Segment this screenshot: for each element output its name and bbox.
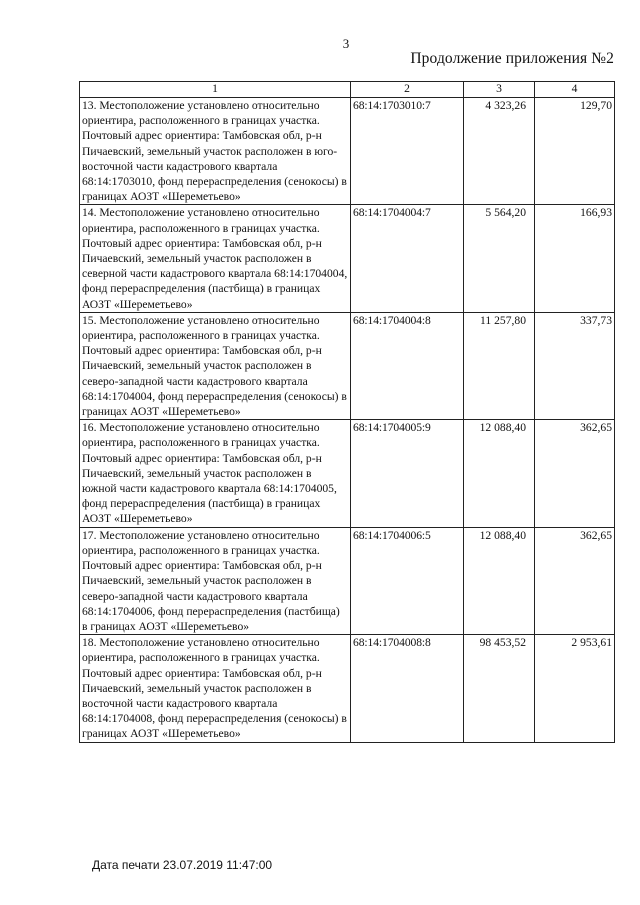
- column-header-2: 2: [351, 82, 464, 98]
- table-header-row: [80, 82, 615, 98]
- parcel-description: 14. Местоположение установлено относительно ориентира, расположенного в границах участка. Почтовый адрес ориентира: Тамбовская обл, р-н Пичаевский, земельный участок расположен в северной части кадастрового квартала 68:14:1704004, фонд перераспределения (пастбища) в границах АОЗТ «Шереметьево»: [80, 205, 351, 312]
- parcel-area: 5 564,20: [464, 205, 535, 312]
- page-number: 3: [342, 36, 350, 51]
- parcel-area: 98 453,52: [464, 635, 535, 742]
- parcel-value: 129,70: [535, 98, 615, 205]
- cadastral-number: 68:14:1704004:7: [351, 205, 464, 312]
- parcel-value: 362,65: [535, 527, 615, 634]
- parcel-area: 4 323,26: [464, 98, 535, 205]
- parcel-value: 337,73: [535, 312, 615, 419]
- table-row: [80, 205, 615, 312]
- parcel-description: 18. Местоположение установлено относительно ориентира, расположенного в границах участка. Почтовый адрес ориентира: Тамбовская обл, р-н Пичаевский, земельный участок расположен в восточной части кадастрового квартала 68:14:1704008, фонд перераспределения (сенокосы) в границах АОЗТ «Шереметьево»: [80, 635, 351, 742]
- cadastral-number: 68:14:1704005:9: [351, 420, 464, 527]
- land-parcels-table: [79, 81, 615, 743]
- parcel-description: 16. Местоположение установлено относительно ориентира, расположенного в границах участка. Почтовый адрес ориентира: Тамбовская обл, р-н Пичаевский, земельный участок расположен в южной части кадастрового квартала 68:14:1704005, фонд перераспределения (пастбища) в границах АОЗТ «Шереметьево»: [80, 420, 351, 527]
- appendix-title: Продолжение приложения №2: [410, 50, 614, 67]
- cadastral-number: 68:14:1704006:5: [351, 527, 464, 634]
- table-row: [80, 312, 615, 419]
- column-header-3: 3: [464, 82, 535, 98]
- parcel-value: 166,93: [535, 205, 615, 312]
- parcel-description: 13. Местоположение установлено относительно ориентира, расположенного в границах участка. Почтовый адрес ориентира: Тамбовская обл, р-н Пичаевский, земельный участок расположен в юго-восточной части кадастрового квартала 68:14:1703010, фонд перераспределения (сенокосы) в границах АОЗТ «Шереметьево»: [80, 98, 351, 205]
- cadastral-number: 68:14:1704008:8: [351, 635, 464, 742]
- column-header-1: 1: [80, 82, 351, 98]
- table-row: [80, 420, 615, 527]
- parcel-area: 12 088,40: [464, 420, 535, 527]
- parcel-value: 2 953,61: [535, 635, 615, 742]
- print-date-footer: Дата печати 23.07.2019 11:47:00: [92, 858, 273, 872]
- column-header-4: 4: [535, 82, 615, 98]
- parcel-area: 12 088,40: [464, 527, 535, 634]
- parcel-area: 11 257,80: [464, 312, 535, 419]
- parcel-description: 15. Местоположение установлено относительно ориентира, расположенного в границах участка. Почтовый адрес ориентира: Тамбовская обл, р-н Пичаевский, земельный участок расположен в северо-западной части кадастрового квартала 68:14:1704004, фонд перераспределения (сенокосы) в границах АОЗТ «Шереметьево»: [80, 312, 351, 419]
- parcel-description: 17. Местоположение установлено относительно ориентира, расположенного в границах участка. Почтовый адрес ориентира: Тамбовская обл, р-н Пичаевский, земельный участок расположен в северо-западной части кадастрового квартала 68:14:1704006, фонд перераспределения (пастбища) в границах АОЗТ «Шереметьево»: [80, 527, 351, 634]
- table-row: [80, 98, 615, 205]
- cadastral-number: 68:14:1703010:7: [351, 98, 464, 205]
- cadastral-number: 68:14:1704004:8: [351, 312, 464, 419]
- table-row: [80, 635, 615, 742]
- table-row: [80, 527, 615, 634]
- parcel-value: 362,65: [535, 420, 615, 527]
